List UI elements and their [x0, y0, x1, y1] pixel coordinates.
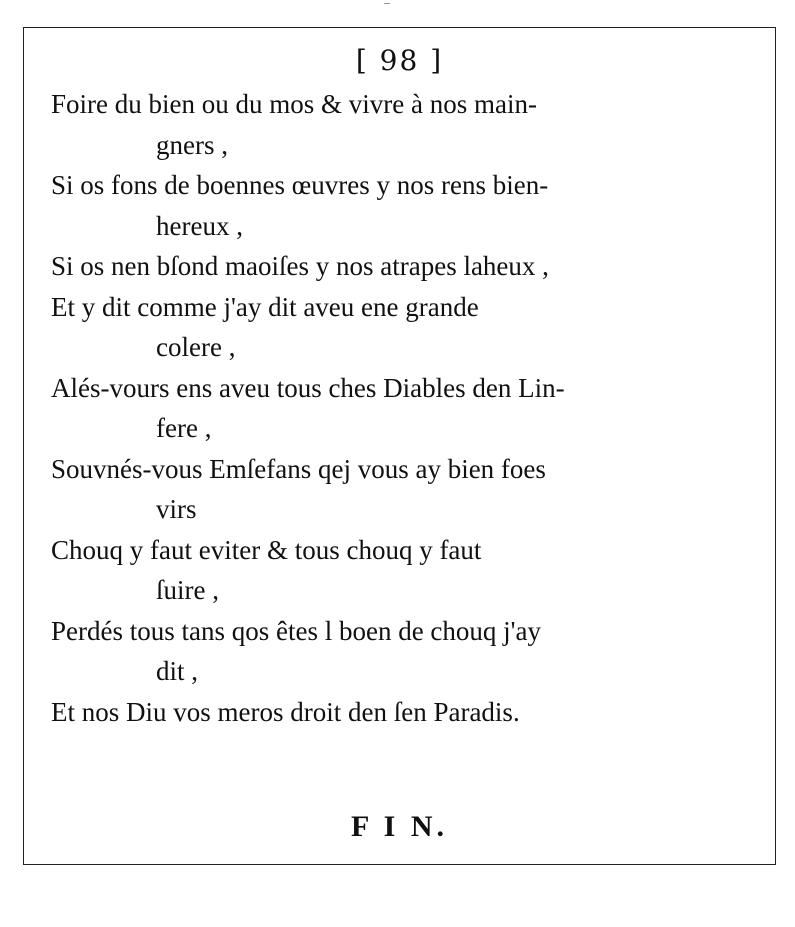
poem-text	[51, 84, 751, 732]
verse-line-continuation: dit ,	[156, 656, 199, 686]
verse-line: Et nos Diu vos meros droit den ſen Paradis.	[51, 696, 520, 727]
verse-line-continuation: colere ,	[156, 332, 236, 362]
verse-line-continuation: gners ,	[156, 129, 228, 160]
verse-line: Perdés tous tans qos êtes l boen de chouq j'ay	[51, 615, 542, 646]
verse-line-continuation: hereux ,	[156, 210, 243, 241]
verse-line: Et y dit comme j'ay dit aveu ene grande	[51, 291, 479, 322]
verse-line-continuation: fere ,	[156, 413, 212, 443]
verse-line: Si os nen bſond maoiſes y nos atrapes laheux ,	[51, 251, 549, 281]
verse-line-continuation: virs	[156, 494, 197, 524]
page-frame	[23, 27, 776, 865]
verse-line: Souvnés-vous Emſefans qej vous ay bien foes	[51, 453, 546, 484]
page-number: [ 98 ]	[355, 44, 444, 77]
verse-line-continuation: ſuire ,	[156, 575, 219, 605]
verse-line: Foire du bien ou du mos & vivre à nos main-	[51, 89, 537, 119]
verse-line: Alés-vours ens aveu tous ches Diables den Lin-	[51, 372, 565, 403]
verse-line: Chouq y faut eviter & tous chouq y faut	[51, 534, 482, 565]
top-edge-mark	[384, 0, 390, 4]
fin-mark: F I N.	[350, 810, 449, 843]
verse-line: Si os fons de boennes œuvres y nos rens bien-	[51, 170, 549, 200]
